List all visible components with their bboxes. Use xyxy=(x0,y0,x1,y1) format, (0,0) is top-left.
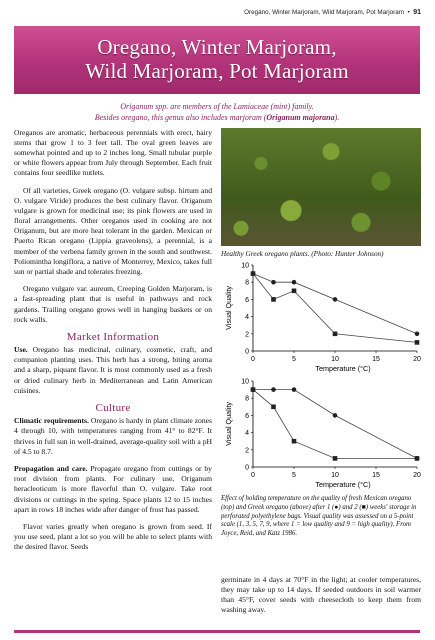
subtitle-line-2-end: ). xyxy=(334,113,340,122)
subtitle-line-2-start: Besides oregano, this genus also includes marjoram ( xyxy=(94,113,267,122)
use-text: Oregano has medicinal, culinary, cosmetic, craft, and companion planting uses. This herb has a strong, biting aroma and a sharp, piquant flavor. It is most commonly used as a fresh or dried culinary herb in Mediterranean and Latin American cuisines. xyxy=(14,345,212,395)
data-point-square xyxy=(415,340,420,345)
data-point-square xyxy=(271,405,276,410)
data-point-circle xyxy=(292,280,297,285)
paragraph-varieties: Of all varieties, Greek oregano (O. vulgare subsp. hirtum and O. vulgare Viride) produces the best culinary flavor. Origanum vulgare is grown for medicinal use; its pink flowers are used in floral arrangements. Other oreganos used in cooking are not Origanum, but are more heat tolerant in the garden. Mexican or Puerto Rican oregano (Lippia graveolens), a perennial, is a member of the verbena family grown in the south and southwest. Poliomintha longiflora, a native of Monterrey, Mexico, takes full sun or partial shade and tolerates freezing. xyxy=(14,185,212,276)
x-tick-label: 0 xyxy=(251,356,255,364)
subtitle-line-1: spp. are members of the Lamiaceae (mint) family. xyxy=(153,102,314,111)
lead-climate: Climatic requirements. xyxy=(14,416,89,426)
x-tick-label: 0 xyxy=(251,472,255,480)
x-tick-label: 5 xyxy=(292,472,296,480)
footer-rule xyxy=(14,630,420,633)
y-tick-label: 8 xyxy=(245,395,249,403)
chart-1 xyxy=(224,263,421,374)
y-tick-label: 6 xyxy=(245,296,249,304)
data-point-circle xyxy=(271,387,276,392)
chart-caption: Effect of holding temperature on the quality of fresh Mexican oregano (top) and Greek oregano (above) after 1 (●) and 2 (■) weeks' storage in perforated polyethylene bags. Visual quality was assessed on a 5-point scale (1, 3, 5, 7, 9, where 1 = low quality and 9 = high quality). From Joyce, Reid, and Katz 1986. xyxy=(221,495,417,537)
series-line-1 xyxy=(253,274,417,334)
y-tick-label: 0 xyxy=(245,348,249,356)
x-tick-label: 5 xyxy=(292,356,296,364)
data-point-circle xyxy=(292,387,297,392)
title-line-1: Oregano, Winter Marjoram, xyxy=(97,35,337,59)
paragraph-propagation xyxy=(14,464,212,514)
chart-2 xyxy=(224,379,421,490)
y-tick-label: 2 xyxy=(245,447,249,455)
y-tick-label: 10 xyxy=(241,378,249,386)
data-point-circle xyxy=(333,413,338,418)
paragraph-flavor: Flavor varies greatly when oregano is grown from seed. If you use seed, plant a lot so you will be able to select plants with the desired flavor. Seeds xyxy=(14,522,212,552)
subtitle-species: Origanum majorana xyxy=(266,113,335,122)
data-point-circle xyxy=(415,332,420,337)
x-tick-label: 20 xyxy=(413,356,421,364)
right-column xyxy=(221,128,421,539)
x-axis-label: Temperature (°C) xyxy=(315,364,371,374)
paragraph-description: Oreganos are aromatic, herbaceous perennials with erect, hairy stems that grow 1 to 3 feet tall. The oval green leaves are somewhat pointed and up to 2 inches long. Small tubular purple or white flowers appear from July through September. Each fruit contains four seedlike nutlets. xyxy=(14,128,212,178)
y-tick-label: 6 xyxy=(245,412,249,420)
series-line-1 xyxy=(253,390,417,459)
quality-charts-svg xyxy=(221,259,421,491)
x-axis-label: Temperature (°C) xyxy=(315,480,371,490)
data-point-circle xyxy=(271,280,276,285)
data-point-square xyxy=(251,271,256,276)
y-tick-label: 10 xyxy=(241,262,249,270)
y-tick-label: 8 xyxy=(245,279,249,287)
y-tick-label: 4 xyxy=(245,430,249,438)
lead-propagation: Propagation and care. xyxy=(14,464,88,474)
data-point-square xyxy=(333,456,338,461)
oregano-photo xyxy=(221,128,421,246)
data-point-square xyxy=(415,456,420,461)
heading-culture: Culture xyxy=(95,402,131,415)
data-point-square xyxy=(292,439,297,444)
data-point-square xyxy=(271,297,276,302)
left-column xyxy=(14,128,212,560)
data-point-square xyxy=(251,387,256,392)
subtitle xyxy=(14,101,420,123)
photo-caption: Healthy Greek oregano plants. (Photo: Hunter Johnson) xyxy=(221,250,384,258)
propagation-text: Propagate oregano from cuttings or by root division from plants. For culinary use, Origanum heracleoticum is more flavorful than O. vulgare. Take root divisions or cuttings in the spring. Space plants 12 to 15 inches apart in rows 18 inches wide after danger of frost has passed. xyxy=(14,464,212,514)
x-tick-label: 20 xyxy=(413,472,421,480)
climate-text: Oregano is hardy in plant climate zones 4 through 10, with temperatures ranging from 41° to 82°F. It thrives in full sun in well-drained, average-quality soil with a pH of 4.5 to 8.7. xyxy=(14,416,212,456)
data-point-circle xyxy=(333,297,338,302)
paragraph-creeping: Oregano vulgare var. aureum, Creeping Golden Marjoram, is a fast-spreading plant that is useful in pathways and rock gardens. Trailing oregano grows well in hanging baskets or on rock walls. xyxy=(14,284,212,324)
page-number: 91 xyxy=(413,9,421,16)
lead-use: Use. xyxy=(14,345,28,355)
right-column-continued: germinate in 4 days at 70°F in the light; at cooler temperatures, they may take up to 14 days. If seeded outdoors in soil warmer than 45°F, cover seeds with cheesecloth to keep them from washing away. xyxy=(221,575,421,615)
paragraph-use xyxy=(14,345,212,395)
x-tick-label: 15 xyxy=(372,356,380,364)
charts xyxy=(221,259,421,494)
series-line-2 xyxy=(253,390,417,459)
paragraph-climate xyxy=(14,416,212,456)
y-tick-label: 4 xyxy=(245,314,249,322)
title-line-2: Wild Marjoram, Pot Marjoram xyxy=(85,59,349,83)
heading-market-information: Market Information xyxy=(66,331,160,344)
y-axis-label: Visual Quality xyxy=(224,402,233,447)
data-point-square xyxy=(333,332,338,337)
y-tick-label: 0 xyxy=(245,464,249,472)
running-head: Oregano, Winter Marjoram, Wild Marjoram, Pot Marjoram • 91 xyxy=(244,9,421,16)
data-point-square xyxy=(292,289,297,294)
y-axis-label: Visual Quality xyxy=(224,286,233,331)
x-tick-label: 15 xyxy=(372,472,380,480)
subtitle-genus: Origanum xyxy=(120,102,154,111)
x-tick-label: 10 xyxy=(331,356,339,364)
running-head-text: Oregano, Winter Marjoram, Wild Marjoram, Pot Marjoram xyxy=(244,9,404,16)
y-tick-label: 2 xyxy=(245,331,249,339)
title-banner xyxy=(14,26,420,94)
x-tick-label: 10 xyxy=(331,472,339,480)
